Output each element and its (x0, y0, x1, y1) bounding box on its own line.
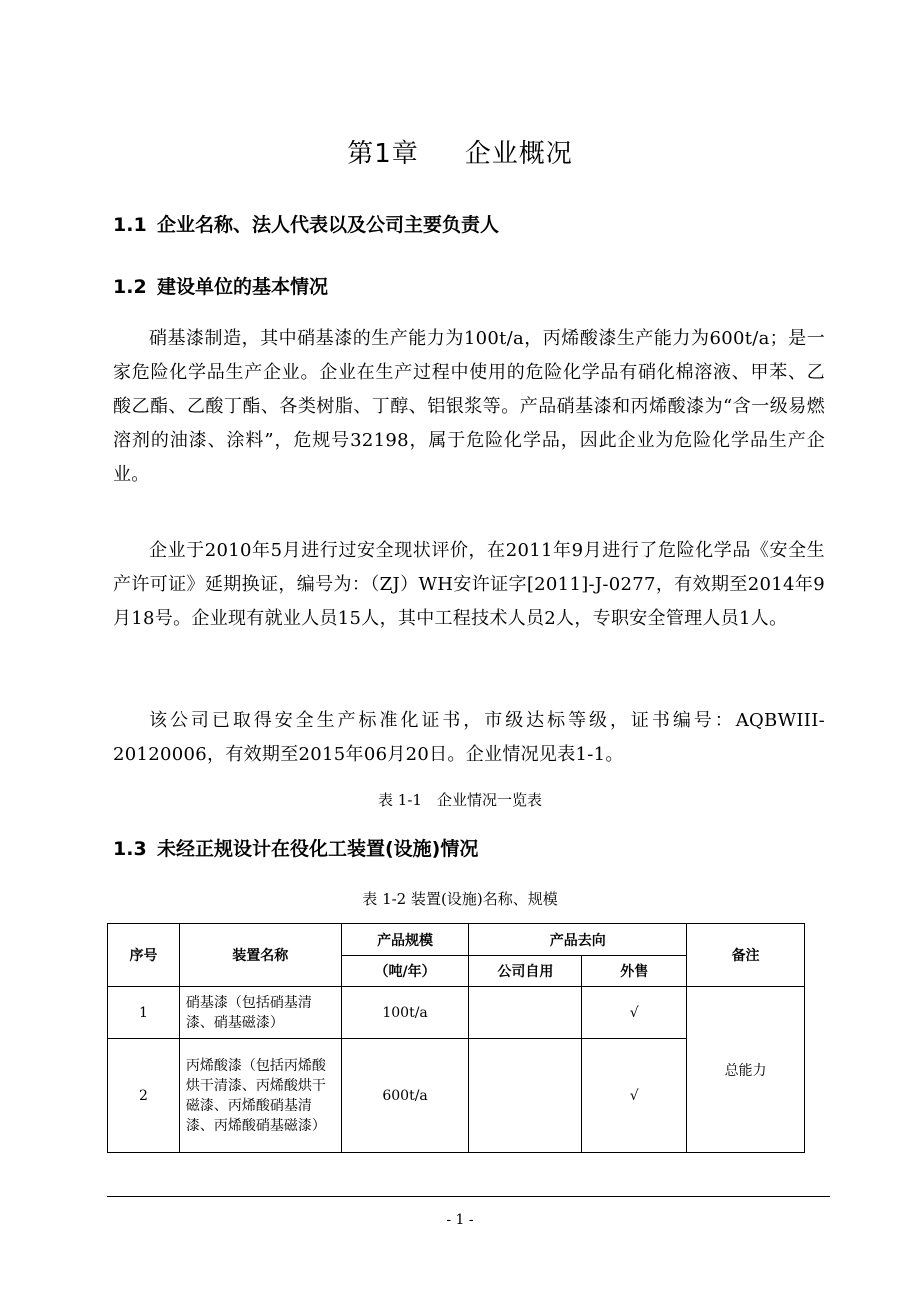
table-1-1-caption: 表 1-1 企业情况一览表 (378, 791, 542, 809)
paragraph-license: 企业于2010年5月进行过安全现状评价，在2011年9月进行了危险化学品《安全生产许可证》延期换证，编号为：（ZJ）WH安许证字[2011]-J-0277，有效期至2014年9月18号。企业现有就业人员15人，其中工程技术人员2人，专职安全管理人员1人。 (113, 540, 825, 629)
header-scale: 产品规模 (341, 924, 469, 956)
page-number: - 1 - (446, 1212, 474, 1228)
section-number: 1.3 (113, 838, 147, 860)
section-number: 1.1 (113, 214, 147, 236)
cell-scale: 100t/a (341, 987, 469, 1039)
header-name: 装置名称 (179, 924, 341, 987)
section-title: 建设单位的基本情况 (157, 276, 329, 298)
chapter-name: 企业概况 (464, 139, 573, 169)
cell-seq: 1 (108, 987, 180, 1039)
cell-scale: 600t/a (341, 1039, 469, 1153)
header-sale: 外售 (582, 956, 687, 987)
cell-self-use (469, 1039, 582, 1153)
header-self-use: 公司自用 (469, 956, 582, 987)
section-number: 1.2 (113, 276, 147, 298)
paragraph-certificate: 该公司已取得安全生产标准化证书，市级达标等级，证书编号：AQBWIII-20120006，有效期至2015年06月20日。企业情况见表1-1。 (113, 710, 825, 765)
section-heading-1-3 (113, 837, 478, 861)
cell-seq: 2 (108, 1039, 180, 1153)
table-row (108, 987, 805, 1039)
cell-remark: 总能力 (687, 987, 805, 1153)
paragraph-basic-info: 硝基漆制造，其中硝基漆的生产能力为100t/a，丙烯酸漆生产能力为600t/a；是一家危险化学品生产企业。企业在生产过程中使用的危险化学品有硝化棉溶液、甲苯、乙酸乙酯、乙酸丁酯、各类树脂、丁醇、铝银浆等。产品硝基漆和丙烯酸漆为“含一级易燃溶剂的油漆、涂料”，危规号32198，属于危险化学品，因此企业为危险化学品生产企业。 (113, 328, 825, 485)
section-title: 未经正规设计在役化工装置(设施)情况 (157, 838, 479, 860)
chapter-number: 第1章 (347, 139, 419, 169)
cell-name: 丙烯酸漆（包括丙烯酸烘干清漆、丙烯酸烘干磁漆、丙烯酸硝基清漆、丙烯酸硝基磁漆） (179, 1039, 341, 1153)
cell-self-use (469, 987, 582, 1039)
cell-sale: √ (582, 987, 687, 1039)
header-remark: 备注 (687, 924, 805, 987)
chapter-title (0, 133, 920, 170)
facility-table (107, 923, 805, 1153)
header-destination: 产品去向 (469, 924, 687, 956)
header-scale-unit: （吨/年） (341, 956, 469, 987)
header-seq: 序号 (108, 924, 180, 987)
section-heading-1-1 (113, 213, 499, 237)
cell-sale: √ (582, 1039, 687, 1153)
section-title: 企业名称、法人代表以及公司主要负责人 (157, 214, 500, 236)
cell-name: 硝基漆（包括硝基清漆、硝基磁漆） (179, 987, 341, 1039)
table-1-2-caption: 表 1-2 装置(设施)名称、规模 (362, 890, 558, 908)
section-heading-1-2 (113, 275, 328, 299)
footer-divider (107, 1196, 830, 1197)
